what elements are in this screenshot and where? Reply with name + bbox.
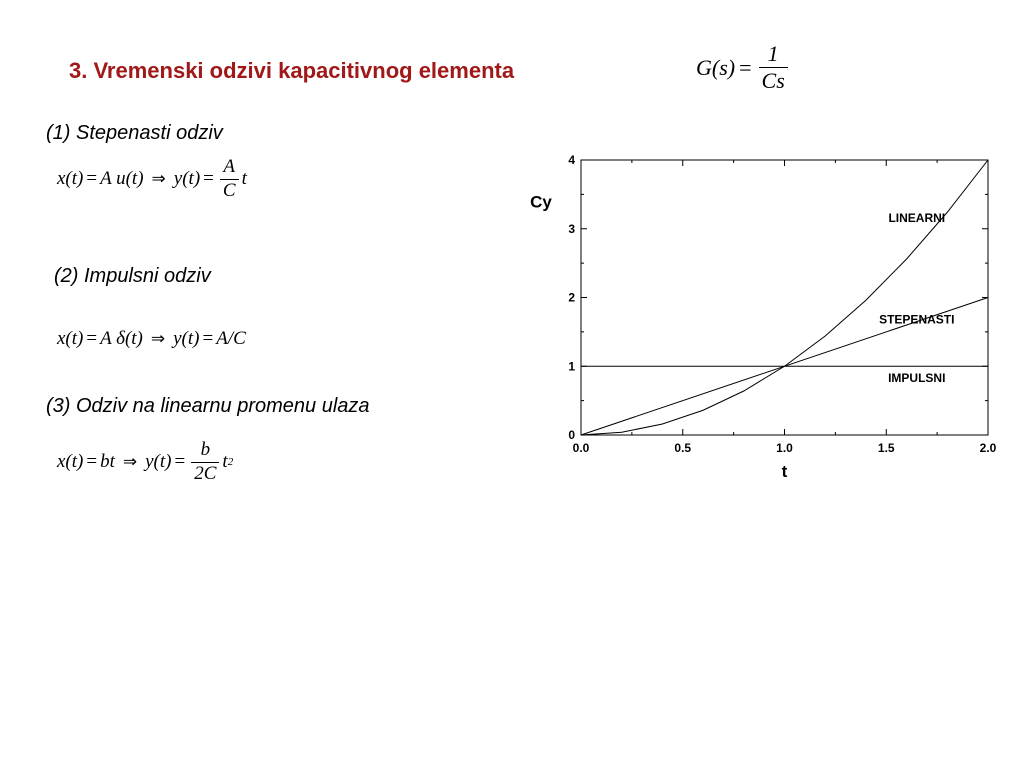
- formula-step-out: y(t): [173, 168, 201, 190]
- y-tick-label: 1: [568, 359, 575, 374]
- formula-impulse: [57, 328, 246, 350]
- formula-step-lhs: x(t): [57, 168, 84, 190]
- formula-ramp-out: y(t): [145, 451, 172, 473]
- y-axis-label: Cy: [530, 192, 552, 212]
- implies-arrow-icon: ⇒: [151, 169, 166, 190]
- implies-arrow-icon: ⇒: [122, 452, 138, 473]
- transfer-function: [696, 42, 791, 93]
- response-chart: [525, 145, 1015, 495]
- formula-ramp: [57, 440, 233, 485]
- formula-ramp-lhs: x(t): [57, 451, 84, 473]
- section-heading-step: (1) Stepenasti odziv: [46, 122, 223, 144]
- formula-ramp-tail: t: [222, 451, 228, 473]
- x-axis-label: t: [781, 462, 788, 481]
- formula-impulse-eq2: =: [202, 328, 214, 349]
- series-label-stepenasti: STEPENASTI: [879, 312, 955, 327]
- series-label-linearni: LINEARNI: [888, 210, 946, 225]
- formula-impulse-rhs: A δ(t): [100, 328, 143, 349]
- series-label-impulsni: IMPULSNI: [888, 371, 946, 386]
- tf-lhs: G(s): [696, 54, 736, 80]
- tf-denominator: Cs: [759, 67, 788, 93]
- x-tick-label: 0.0: [572, 441, 590, 455]
- slide-title: 3. Vremenski odzivi kapacitivnog elementa: [69, 58, 515, 83]
- y-tick-label: 3: [568, 221, 575, 236]
- formula-step-numerator: A: [223, 156, 236, 177]
- formula-ramp-denominator: 2C: [191, 462, 219, 485]
- formula-step-rhs: A u(t): [100, 168, 144, 190]
- x-tick-label: 2.0: [979, 441, 997, 455]
- y-tick-label: 0: [568, 428, 575, 442]
- plot-frame: [581, 160, 988, 435]
- series-line-linearni: [581, 160, 988, 435]
- formula-step-fraction: [220, 157, 239, 202]
- formula-step-eq: =: [86, 168, 98, 190]
- tf-fraction: [759, 42, 788, 93]
- x-tick-label: 0.5: [674, 441, 692, 455]
- tf-numerator: 1: [767, 41, 779, 66]
- implies-arrow-icon: ⇒: [150, 329, 166, 349]
- tf-equals: =: [739, 54, 752, 80]
- formula-ramp-eq: =: [86, 451, 98, 473]
- section-heading-ramp: (3) Odziv na linearnu promenu ulaza: [46, 395, 370, 417]
- formula-step-denominator: C: [220, 179, 239, 202]
- formula-impulse-result: A/C: [216, 328, 246, 349]
- formula-impulse-out: y(t): [173, 328, 200, 349]
- formula-ramp-fraction: [191, 440, 219, 485]
- formula-ramp-rhs: bt: [100, 451, 115, 473]
- y-tick-label: 4: [568, 153, 575, 167]
- formula-step-tail: t: [241, 168, 247, 190]
- formula-impulse-eq: =: [86, 328, 98, 349]
- formula-step: [57, 157, 247, 202]
- formula-impulse-lhs: x(t): [57, 328, 84, 349]
- formula-ramp-eq2: =: [174, 451, 186, 473]
- formula-ramp-numerator: b: [200, 439, 211, 460]
- formula-ramp-exponent: 2: [227, 456, 234, 469]
- section-heading-impulse: (2) Impulsni odziv: [54, 265, 211, 287]
- x-tick-label: 1.0: [776, 441, 793, 455]
- y-tick-label: 2: [568, 290, 575, 305]
- formula-step-eq2: =: [203, 168, 214, 190]
- x-tick-label: 1.5: [877, 441, 895, 455]
